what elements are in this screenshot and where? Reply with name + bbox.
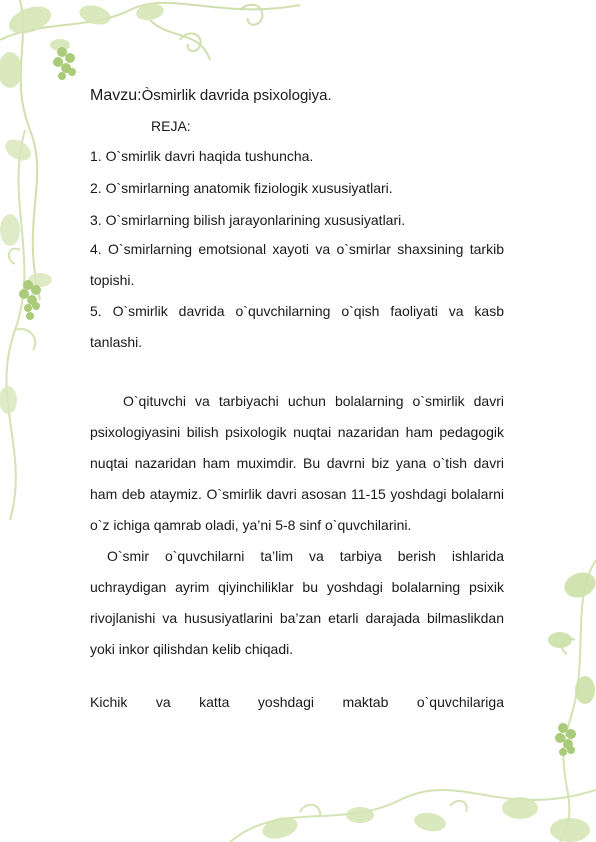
plan-item-2: 2. O`smirlarning anatomik fiziologik xususiyatlari. xyxy=(90,180,393,196)
plan-item-5: 5. O`smirlik davrida o`quvchilarning o`qish faoliyati va kasb tanlashi. xyxy=(90,303,504,350)
left-side-vine-icon xyxy=(6,130,35,520)
title-text: Òsmirlik davrida psixologiya. xyxy=(141,87,332,104)
bottom-vine-icon xyxy=(230,790,596,842)
plan-item-4: 4. O`smirlarning emotsional xayoti va o`smirlar shaxsining tarkib topishi. xyxy=(90,241,504,288)
left-grapes-icon xyxy=(19,280,41,320)
left-leaves-icon xyxy=(0,135,52,414)
right-side-vine-icon xyxy=(560,560,596,842)
plan-heading: REJA: xyxy=(151,118,191,134)
paragraph-3: Kichik va katta yoshdagi maktab o`quvchilariga xyxy=(90,694,504,710)
plan-item-3: 3. O`smirlarning bilish jarayonlarining xususiyatlari. xyxy=(90,212,406,228)
right-leaves-icon xyxy=(548,568,596,704)
document-body xyxy=(90,84,504,718)
right-grapes-icon xyxy=(555,723,576,756)
top-left-grapes-icon xyxy=(53,47,76,80)
bottom-leaves-icon xyxy=(260,797,590,842)
top-left-leaves-icon xyxy=(0,1,165,88)
document-title xyxy=(90,84,504,108)
title-lead: Mavzu: xyxy=(90,87,142,104)
paragraph-1: O`qituvchi va tarbiyachi uchun bolalarning o`smirlik davri psixologiyasini bilish psixologik nuqtai nazaridan ham pedagogik nuqtai nazaridan ham muximdir. Bu davrni biz yana o`tish davri ham deb ataymiz. O`smirlik davri asosan 11-15 yoshdagi bolalarni o`z ichiga qamrab oladi, ya’ni 5-8 sinf o`quvchilarini. xyxy=(90,393,504,533)
paragraph-2: O`smir o`quvchilarni ta’lim va tarbiya berish ishlarida uchraydigan ayrim qiyinchiliklar bu yoshdagi bolalarning psixik rivojlanishi va hususiyatlarini ba’zan etarli darajada bilmaslikdan yoki inkor qilishdan kelib chiqadi. xyxy=(90,548,504,657)
plan-item-1: 1. O`smirlik davri haqida tushuncha. xyxy=(90,148,314,164)
